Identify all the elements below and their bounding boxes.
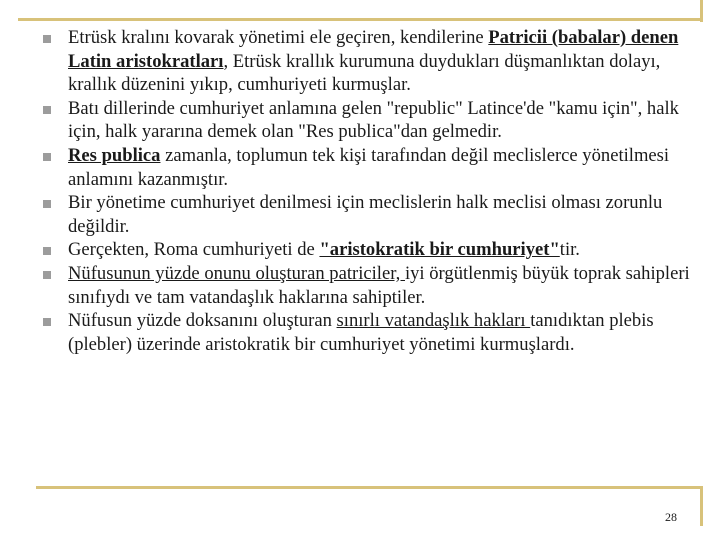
square-bullet-icon <box>43 35 51 43</box>
square-bullet-icon <box>43 318 51 326</box>
patricians-phrase: Nüfusunun yüzde onunu oluşturan patriciler, <box>68 262 405 284</box>
bullet-item-2 <box>40 97 705 144</box>
top-right-border-line <box>700 0 703 22</box>
bullet-item-7 <box>40 309 705 356</box>
res-publica-term: Res publica <box>68 144 161 166</box>
patricii-term: Patricii (babalar) denen Latin aristokratları <box>68 27 679 72</box>
bullet-item-5 <box>40 238 705 262</box>
limited-citizenship-phrase: sınırlı vatandaşlık hakları <box>336 310 531 332</box>
bullet-text: Batı dillerinde cumhuriyet anlamına gelen "republic" Latince'de "kamu için", halk için, halk yararına demek olan "Res publica"dan gelmedir. <box>68 97 679 143</box>
bottom-border-line <box>36 486 700 489</box>
square-bullet-icon <box>43 106 51 114</box>
bullet-item-4 <box>40 191 705 238</box>
bullet-text: Bir yönetime cumhuriyet denilmesi için meclislerin halk meclisi olması zorunlu değildir. <box>68 192 663 237</box>
bullet-text: Res publica zamanla, toplumun tek kişi tarafından değil meclislerce yönetilmesi anlamını kazanmıştır. <box>68 144 670 190</box>
square-bullet-icon <box>43 271 51 279</box>
square-bullet-icon <box>43 153 51 161</box>
bullet-text: Nüfusunun yüzde onunu oluşturan patriciler, iyi örgütlenmiş büyük toprak sahipleri sınıfıydı ve tam vatandaşlık haklarına sahiptiler. <box>68 262 690 308</box>
aristocratic-republic-term: "aristokratik bir cumhuriyet" <box>319 239 560 261</box>
square-bullet-icon <box>43 200 51 208</box>
page-number: 28 <box>665 510 677 524</box>
bullet-list <box>40 26 705 356</box>
bottom-right-border-line <box>700 486 703 526</box>
bullet-item-1 <box>40 26 705 97</box>
bullet-text: Etrüsk kralını kovarak yönetimi ele geçiren, kendilerine Patricii (babalar) denen Latin aristokratları, Etrüsk krallık kurumuna duydukları düşmanlıktan dolayı, krallık düzenini yıkıp, cumhuriyeti kurmuşlar. <box>68 27 679 96</box>
bullet-item-3 <box>40 144 705 191</box>
square-bullet-icon <box>43 247 51 255</box>
top-border-line <box>18 18 700 21</box>
bullet-item-6 <box>40 262 705 309</box>
bullet-text: Gerçekten, Roma cumhuriyeti de "aristokratik bir cumhuriyet"tir. <box>68 239 580 261</box>
bullet-text: Nüfusun yüzde doksanını oluşturan sınırlı vatandaşlık hakları tanıdıktan plebis (plebler) üzerinde aristokratik bir cumhuriyet yönetimi kurmuşlardı. <box>68 310 654 355</box>
